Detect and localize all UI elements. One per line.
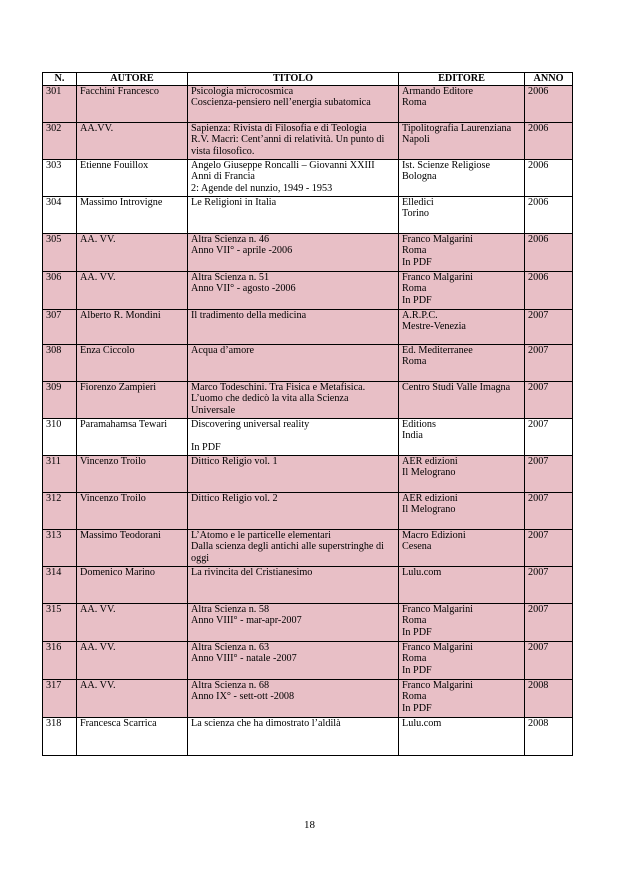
cell-editore: A.R.P.C. Mestre-Venezia [399, 309, 525, 344]
cell-anno: 2006 [525, 233, 573, 271]
cell-n: 316 [43, 641, 77, 679]
cell-editore: Franco Malgarini Roma In PDF [399, 233, 525, 271]
cell-n: 304 [43, 196, 77, 233]
cell-anno: 2008 [525, 717, 573, 755]
cell-anno: 2006 [525, 122, 573, 159]
cell-titolo: Angelo Giuseppe Roncalli – Giovanni XXIII Anni di Francia 2: Agende del nunzio, 1949 - 1953 [188, 159, 399, 196]
cell-n: 310 [43, 418, 77, 455]
cell-anno: 2006 [525, 196, 573, 233]
cell-editore: Franco Malgarini Roma In PDF [399, 679, 525, 717]
cell-editore: Macro Edizioni Cesena [399, 529, 525, 566]
col-header-editore: EDITORE [399, 73, 525, 86]
cell-titolo: Le Religioni in Italia [188, 196, 399, 233]
cell-n: 302 [43, 122, 77, 159]
cell-anno: 2007 [525, 309, 573, 344]
cell-autore: AA. VV. [77, 233, 188, 271]
cell-titolo: Altra Scienza n. 68 Anno IX° - sett-ott -2008 [188, 679, 399, 717]
cell-titolo: Altra Scienza n. 63 Anno VIII° - natale -2007 [188, 641, 399, 679]
cell-anno: 2007 [525, 344, 573, 381]
cell-anno: 2007 [525, 566, 573, 603]
cell-titolo: Dittico Religio vol. 2 [188, 492, 399, 529]
cell-editore: Centro Studi Valle Imagna [399, 381, 525, 418]
col-header-n: N. [43, 73, 77, 86]
cell-titolo: L’Atomo e le particelle elementari Dalla scienza degli antichi alle superstringhe di oggi [188, 529, 399, 566]
cell-anno: 2006 [525, 271, 573, 309]
table-row [43, 159, 573, 196]
cell-editore: AER edizioni Il Melograno [399, 492, 525, 529]
cell-autore: Etienne Fouillox [77, 159, 188, 196]
table-row [43, 233, 573, 271]
cell-autore: AA.VV. [77, 122, 188, 159]
table-row [43, 492, 573, 529]
cell-autore: AA. VV. [77, 679, 188, 717]
cell-titolo: Discovering universal reality In PDF [188, 418, 399, 455]
cell-autore: Francesca Scarrica [77, 717, 188, 755]
table-row [43, 344, 573, 381]
cell-anno: 2007 [525, 529, 573, 566]
cell-editore: Lulu.com [399, 566, 525, 603]
table-row [43, 455, 573, 492]
catalog-table [42, 72, 573, 756]
cell-anno: 2007 [525, 492, 573, 529]
col-header-autore: AUTORE [77, 73, 188, 86]
cell-autore: AA. VV. [77, 603, 188, 641]
cell-n: 315 [43, 603, 77, 641]
cell-n: 318 [43, 717, 77, 755]
table-row [43, 85, 573, 122]
table-row [43, 679, 573, 717]
table-row [43, 717, 573, 755]
cell-anno: 2006 [525, 85, 573, 122]
cell-anno: 2007 [525, 418, 573, 455]
cell-anno: 2007 [525, 641, 573, 679]
cell-n: 314 [43, 566, 77, 603]
page-number: 18 [304, 819, 315, 831]
cell-titolo: Psicologia microcosmica Coscienza-pensiero nell’energia subatomica [188, 85, 399, 122]
cell-autore: Facchini Francesco [77, 85, 188, 122]
cell-anno: 2007 [525, 381, 573, 418]
table-row [43, 641, 573, 679]
cell-n: 303 [43, 159, 77, 196]
cell-titolo: Sapienza: Rivista di Filosofia e di Teologia R.V. Macrì: Cent’anni di relatività. Un punto di vista filosofico. [188, 122, 399, 159]
cell-autore: Enza Ciccolo [77, 344, 188, 381]
col-header-anno: ANNO [525, 73, 573, 86]
cell-editore: Editions India [399, 418, 525, 455]
table-row [43, 603, 573, 641]
cell-editore: Franco Malgarini Roma In PDF [399, 641, 525, 679]
table-row [43, 122, 573, 159]
cell-autore: Alberto R. Mondini [77, 309, 188, 344]
table-row [43, 529, 573, 566]
cell-n: 317 [43, 679, 77, 717]
cell-titolo: La scienza che ha dimostrato l’aldilà [188, 717, 399, 755]
cell-editore: Armando Editore Roma [399, 85, 525, 122]
cell-n: 308 [43, 344, 77, 381]
cell-anno: 2006 [525, 159, 573, 196]
table-row [43, 196, 573, 233]
cell-n: 301 [43, 85, 77, 122]
cell-titolo: La rivincita del Cristianesimo [188, 566, 399, 603]
cell-anno: 2007 [525, 603, 573, 641]
table-row [43, 309, 573, 344]
cell-editore: Franco Malgarini Roma In PDF [399, 603, 525, 641]
table-row [43, 271, 573, 309]
cell-editore: Ed. Mediterranee Roma [399, 344, 525, 381]
table-row [43, 418, 573, 455]
cell-editore: Franco Malgarini Roma In PDF [399, 271, 525, 309]
cell-titolo: Dittico Religio vol. 1 [188, 455, 399, 492]
cell-autore: Fiorenzo Zampieri [77, 381, 188, 418]
cell-editore: AER edizioni Il Melograno [399, 455, 525, 492]
cell-titolo: Acqua d’amore [188, 344, 399, 381]
cell-autore: AA. VV. [77, 271, 188, 309]
cell-autore: Vincenzo Troilo [77, 455, 188, 492]
cell-autore: Massimo Introvigne [77, 196, 188, 233]
cell-titolo: Altra Scienza n. 51 Anno VII° - agosto -2006 [188, 271, 399, 309]
cell-n: 311 [43, 455, 77, 492]
header-row [43, 73, 573, 86]
cell-titolo: Il tradimento della medicina [188, 309, 399, 344]
cell-n: 313 [43, 529, 77, 566]
table-row [43, 381, 573, 418]
cell-anno: 2008 [525, 679, 573, 717]
cell-n: 306 [43, 271, 77, 309]
cell-editore: Lulu.com [399, 717, 525, 755]
cell-n: 309 [43, 381, 77, 418]
cell-n: 312 [43, 492, 77, 529]
cell-editore: Elledici Torino [399, 196, 525, 233]
cell-autore: Paramahamsa Tewari [77, 418, 188, 455]
cell-n: 307 [43, 309, 77, 344]
cell-titolo: Altra Scienza n. 58 Anno VIII° - mar-apr-2007 [188, 603, 399, 641]
cell-autore: Massimo Teodorani [77, 529, 188, 566]
cell-titolo: Altra Scienza n. 46 Anno VII° - aprile -2006 [188, 233, 399, 271]
cell-autore: Domenico Marino [77, 566, 188, 603]
cell-editore: Tipolitografia Laurenziana Napoli [399, 122, 525, 159]
cell-autore: Vincenzo Troilo [77, 492, 188, 529]
cell-titolo: Marco Todeschini. Tra Fisica e Metafisica. L’uomo che dedicò la vita alla Scienza Universale [188, 381, 399, 418]
cell-editore: Ist. Scienze Religiose Bologna [399, 159, 525, 196]
table-row [43, 566, 573, 603]
cell-autore: AA. VV. [77, 641, 188, 679]
col-header-titolo: TITOLO [188, 73, 399, 86]
cell-n: 305 [43, 233, 77, 271]
cell-anno: 2007 [525, 455, 573, 492]
